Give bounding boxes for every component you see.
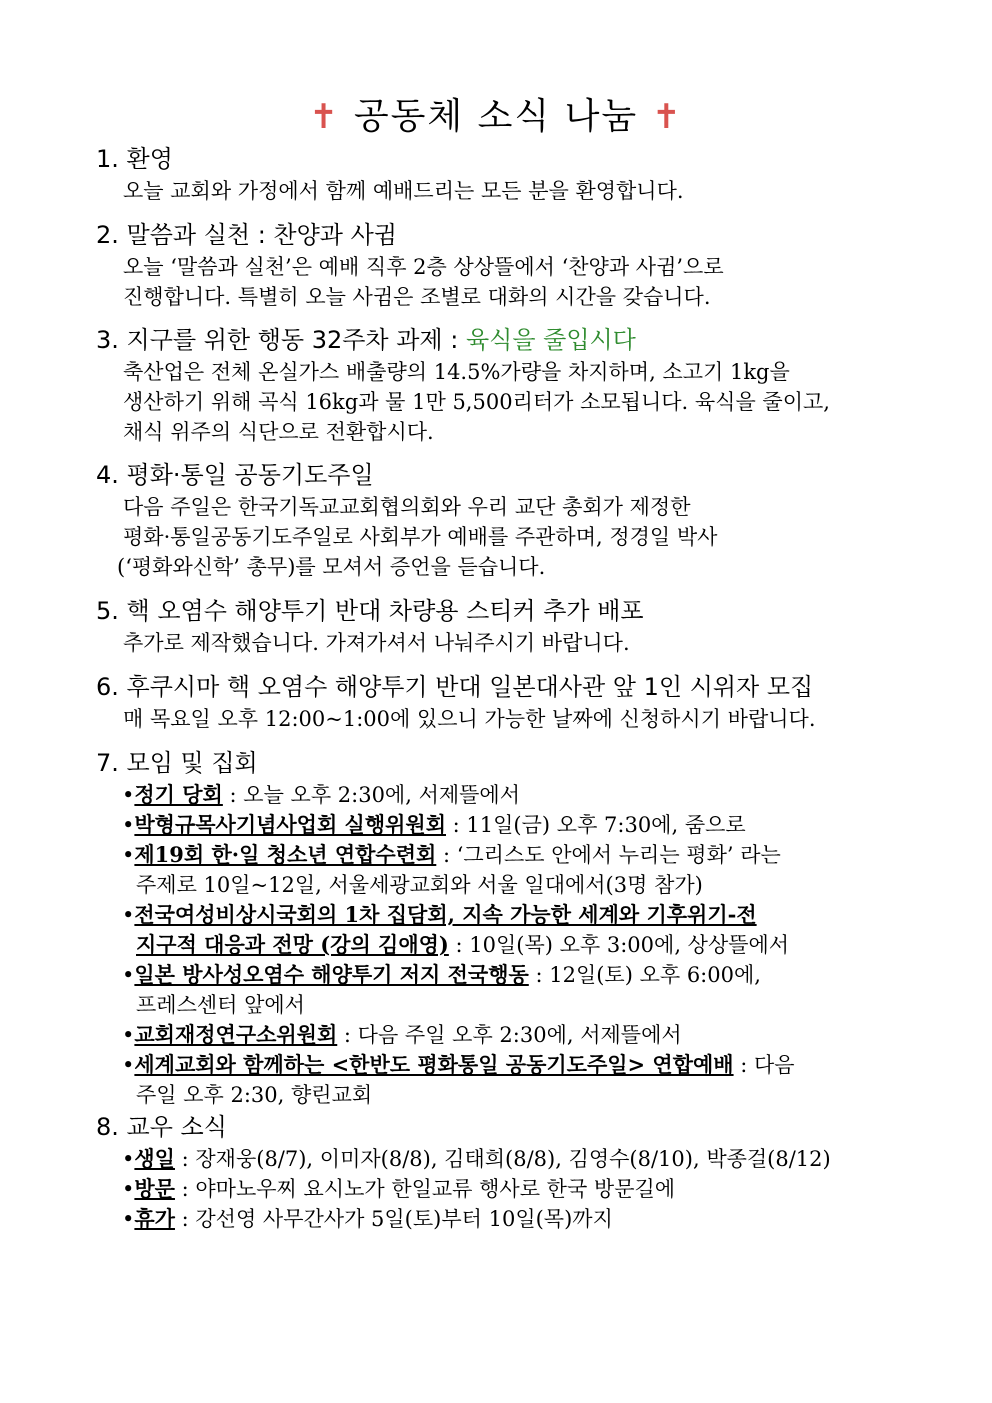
heading-highlight: 육식을 줄입시다	[465, 326, 636, 354]
cross-icon: ✝	[652, 97, 683, 137]
section-body	[96, 780, 906, 1110]
section-heading	[96, 323, 906, 357]
body-line: 다음 주일은 한국기독교교회협의회와 우리 교단 총회가 제정한	[123, 495, 691, 519]
body-line: 매 목요일 오후 12:00~1:00에 있으니 가능한 날짜에 신청하시기 바랍니다.	[123, 707, 816, 731]
section-meetings	[96, 746, 906, 1110]
heading-text: 3. 지구를 위한 행동 32주차 과제 :	[96, 326, 466, 354]
body-line: 오늘 ‘말씀과 실천’은 예배 직후 2층 상상뜰에서 ‘찬양과 사귐’으로	[123, 255, 724, 279]
section-body	[96, 1144, 906, 1234]
section-body	[96, 704, 906, 734]
section-heading: 6. 후쿠시마 핵 오염수 해양투기 반대 일본대사관 앞 1인 시위자 모집	[96, 673, 814, 701]
section-heading: 7. 모임 및 집회	[96, 749, 258, 777]
list-item: •전국여성비상시국회의 1차 집담회, 지속 가능한 세계와 기후위기-전	[122, 902, 757, 927]
section-heading: 4. 평화·통일 공동기도주일	[96, 461, 374, 489]
section-body	[96, 628, 906, 658]
list-item: •일본 방사성오염수 해양투기 저지 전국행동 : 12일(토) 오후 6:00에,	[122, 962, 761, 987]
list-item-continued: 프레스센터 앞에서	[136, 993, 305, 1017]
list-item-continued: 주일 오후 2:30, 향린교회	[136, 1083, 373, 1107]
section-heading: 1. 환영	[96, 145, 173, 173]
body-line: 평화·통일공동기도주일로 사회부가 예배를 주관하며, 정경일 박사	[123, 525, 718, 549]
cross-icon: ✝	[309, 97, 340, 137]
body-line: 진행합니다. 특별히 오늘 사귐은 조별로 대화의 시간을 갖습니다.	[123, 285, 711, 309]
body-line: 오늘 교회와 가정에서 함께 예배드리는 모든 분을 환영합니다.	[123, 179, 684, 203]
section-body	[96, 176, 906, 206]
list-item: •박형규목사기념사업회 실행위원회 : 11일(금) 오후 7:30에, 줌으로	[122, 812, 746, 837]
section-sticker	[96, 594, 906, 658]
section-welcome	[96, 142, 906, 206]
section-body	[96, 492, 906, 582]
page-title	[0, 88, 992, 139]
title-text: 공동체 소식 나눔	[353, 96, 639, 137]
section-peace-prayer	[96, 458, 906, 582]
list-item: •방문 : 야마노우찌 요시노가 한일교류 행사로 한국 방문길에	[122, 1176, 676, 1201]
section-protest-recruit	[96, 670, 906, 734]
list-item: •교회재정연구소위원회 : 다음 주일 오후 2:30에, 서제뜰에서	[122, 1022, 682, 1047]
list-item: •정기 당회 : 오늘 오후 2:30에, 서제뜰에서	[122, 782, 521, 807]
list-item: •생일 : 장재웅(8/7), 이미자(8/8), 김태희(8/8), 김영수(8/10), 박종걸(8/12)	[122, 1146, 831, 1171]
list-item: •세계교회와 함께하는 <한반도 평화통일 공동기도주일> 연합예배 : 다음	[122, 1052, 795, 1077]
section-earth-action	[96, 323, 906, 447]
body-line: (‘평화와신학’ 총무)를 모셔서 증언을 듣습니다.	[117, 555, 546, 579]
list-item-continued: 주제로 10일~12일, 서울세광교회와 서울 일대에서(3명 참가)	[136, 873, 703, 897]
section-heading: 2. 말씀과 실천 : 찬양과 사귐	[96, 221, 397, 249]
section-heading: 8. 교우 소식	[96, 1113, 227, 1141]
section-word-practice	[96, 218, 906, 312]
body-line: 생산하기 위해 곡식 16kg과 물 1만 5,500리터가 소모됩니다. 육식을 줄이고,	[123, 390, 830, 414]
body-line: 채식 위주의 식단으로 전환합시다.	[123, 420, 434, 444]
list-item-continued: 지구적 대응과 전망 (강의 김애영) : 10일(목) 오후 3:00에, 상상뜰에서	[136, 932, 790, 957]
list-item: •휴가 : 강선영 사무간사가 5일(토)부터 10일(목)까지	[122, 1206, 613, 1231]
body-line: 추가로 제작했습니다. 가져가셔서 나눠주시기 바랍니다.	[123, 631, 630, 655]
list-item: •제19회 한·일 청소년 연합수련회 : ‘그리스도 안에서 누리는 평화’ 라는	[122, 842, 781, 867]
section-body	[96, 357, 906, 447]
section-member-news	[96, 1110, 906, 1234]
body-line: 축산업은 전체 온실가스 배출량의 14.5%가량을 차지하며, 소고기 1kg을	[123, 360, 790, 384]
section-heading: 5. 핵 오염수 해양투기 반대 차량용 스티커 추가 배포	[96, 597, 644, 625]
section-body	[96, 252, 906, 312]
